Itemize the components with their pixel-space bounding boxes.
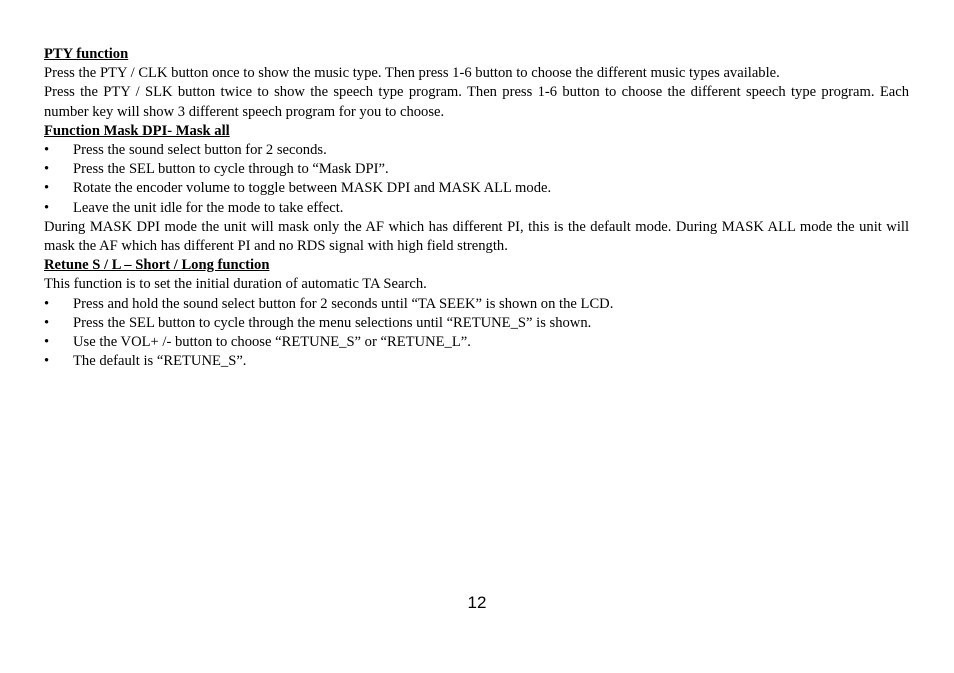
list-item — [44, 160, 909, 179]
mask-step-text: Press the SEL button to cycle through to “Mask DPI”. — [73, 161, 389, 178]
list-item — [44, 179, 909, 198]
list-item — [44, 352, 909, 371]
page-number: 12 — [467, 593, 487, 612]
list-item — [44, 295, 909, 314]
list-item — [44, 333, 909, 352]
bullet-icon: • — [44, 161, 50, 178]
pty-paragraph-2: Press the PTY / SLK button twice to show the speech type program. Then press 1-6 button to choose the different speech type program. Each number key will show 3 different speech program for you to choose. — [44, 84, 909, 120]
retune-steps — [44, 295, 909, 372]
mask-dpi-paragraph: During MASK DPI mode the unit will mask only the AF which has different PI, this is the default mode. During MASK ALL mode the unit will mask the AF which has different PI and no RDS signal with high field strength. — [44, 218, 909, 255]
mask-dpi-heading: Function Mask DPI- Mask all — [44, 122, 230, 139]
mask-step-text: Leave the unit idle for the mode to take effect. — [73, 199, 344, 216]
mask-step-text: Rotate the encoder volume to toggle between MASK DPI and MASK ALL mode. — [73, 180, 552, 197]
retune-heading: Retune S / L – Short / Long function — [44, 257, 270, 274]
retune-step-text: The default is “RETUNE_S”. — [73, 353, 247, 370]
bullet-icon: • — [44, 180, 50, 197]
bullet-icon: • — [44, 142, 50, 159]
manual-page — [44, 45, 909, 371]
pty-paragraph-1: Press the PTY / CLK button once to show the music type. Then press 1-6 button to choose the different music types available. — [44, 65, 780, 82]
mask-step-text: Press the sound select button for 2 seconds. — [73, 142, 327, 159]
bullet-icon: • — [44, 353, 50, 370]
bullet-icon: • — [44, 314, 50, 331]
pty-function-heading: PTY function — [44, 46, 129, 62]
bullet-icon: • — [44, 334, 50, 351]
retune-paragraph: This function is to set the initial duration of automatic TA Search. — [44, 276, 427, 293]
list-item — [44, 141, 909, 160]
bullet-icon: • — [44, 295, 50, 312]
retune-step-text: Press the SEL button to cycle through the menu selections until “RETUNE_S” is shown. — [73, 314, 592, 331]
retune-step-text: Press and hold the sound select button for 2 seconds until “TA SEEK” is shown on the LCD. — [73, 295, 614, 312]
list-item — [44, 199, 909, 218]
retune-step-text: Use the VOL+ /- button to choose “RETUNE_S” or “RETUNE_L”. — [73, 334, 471, 351]
list-item — [44, 314, 909, 333]
bullet-icon: • — [44, 199, 50, 216]
mask-dpi-steps — [44, 141, 909, 218]
